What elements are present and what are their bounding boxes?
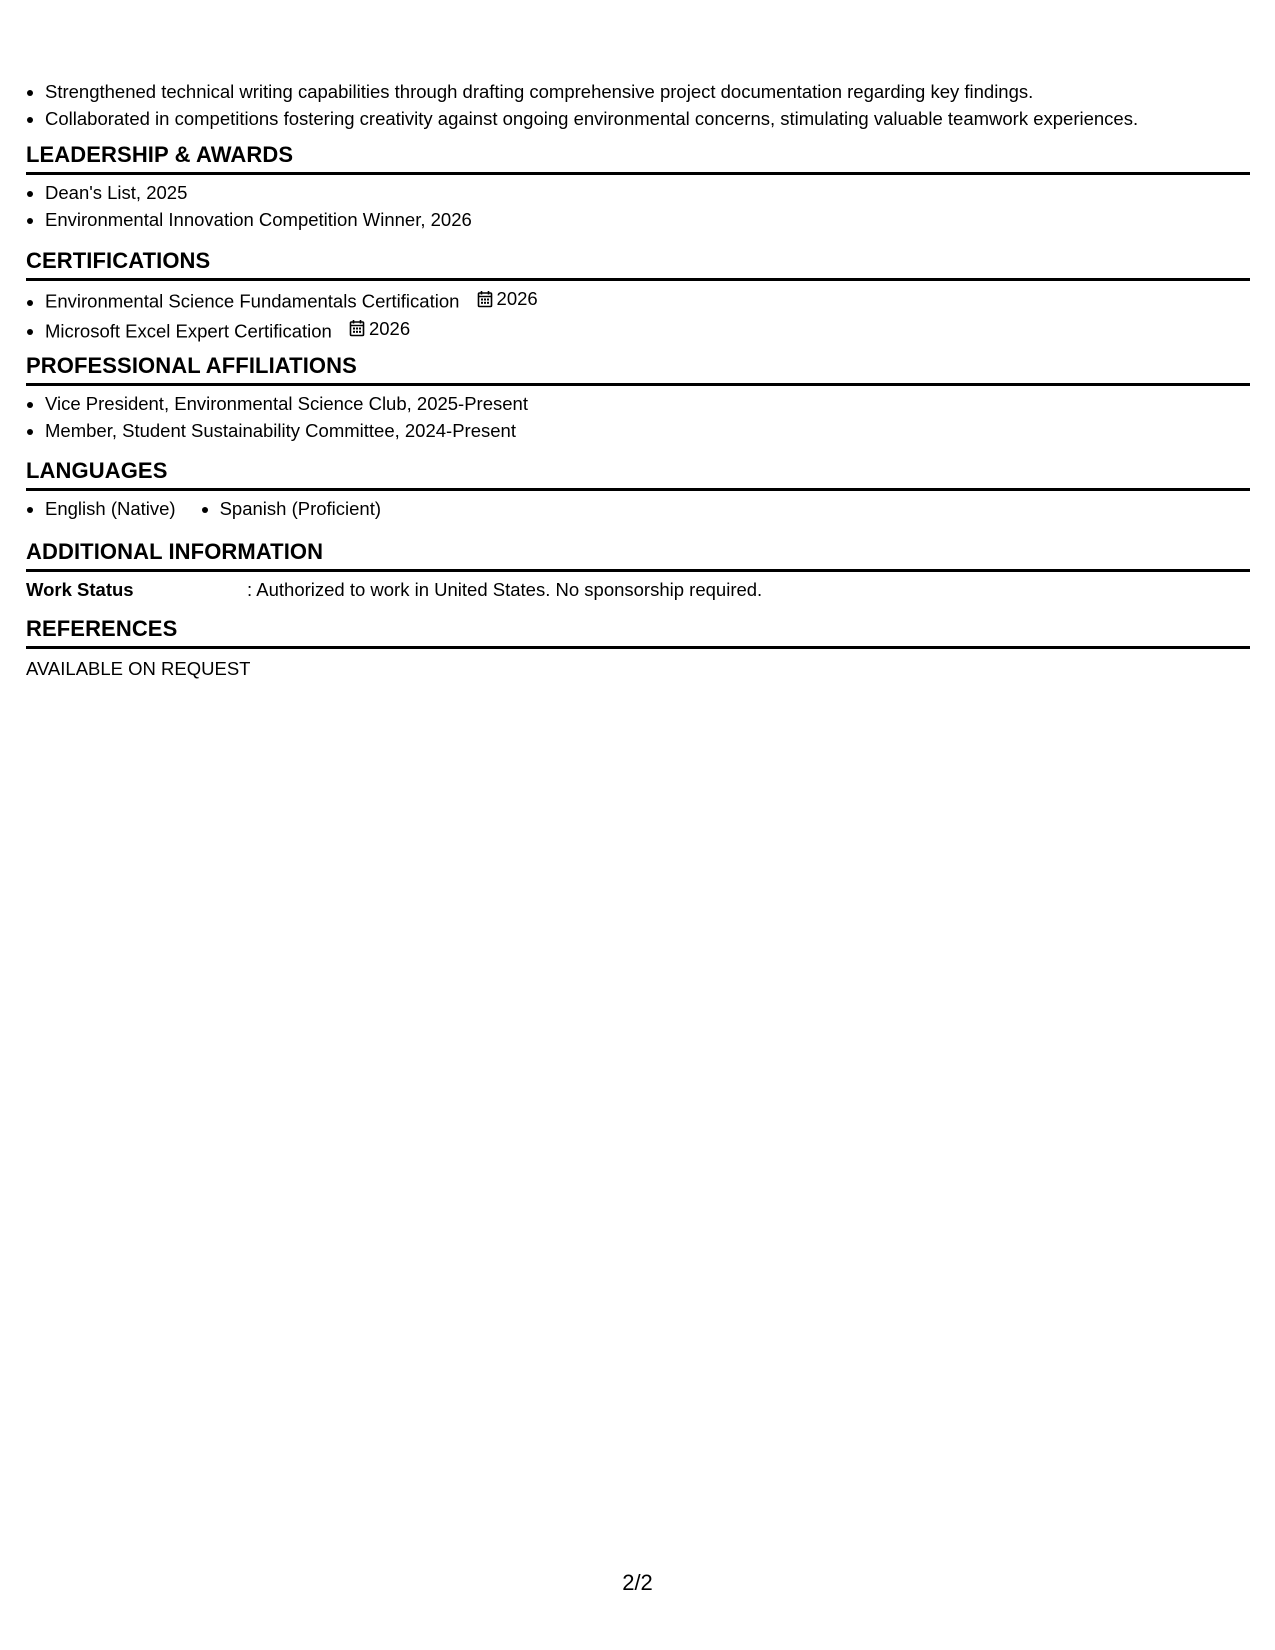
page-number: 2/2 <box>622 1570 653 1595</box>
affiliations-section <box>26 352 1250 444</box>
work-status-value: : Authorized to work in United States. No sponsorship required. <box>247 579 763 600</box>
certification-name: Microsoft Excel Expert Certification <box>45 320 332 341</box>
list-item: • Collaborated in competitions fostering creativity against ongoing environmental concerns, stimulating valuable teamwork experiences. <box>45 105 1250 132</box>
section-title: CERTIFICATIONS <box>26 247 1250 281</box>
list-item: • Spanish (Proficient) <box>220 495 381 522</box>
list-item: • Environmental Innovation Competition Winner, 2026 <box>45 206 1250 233</box>
calendar-icon <box>349 319 365 337</box>
certification-name: Environmental Science Fundamentals Certification <box>45 290 460 312</box>
section-title: LEADERSHIP & AWARDS <box>26 141 1250 175</box>
experience-bullet-list <box>26 78 1250 132</box>
list-item: • Vice President, Environmental Science Club, 2025-Present <box>45 390 1250 417</box>
certification-date <box>349 315 410 342</box>
calendar-icon <box>477 290 493 308</box>
leadership-section <box>26 141 1250 233</box>
references-text: AVAILABLE ON REQUEST <box>26 658 251 679</box>
references-section <box>26 615 1250 682</box>
certification-date <box>477 285 538 312</box>
work-status-label: Work Status <box>26 579 134 600</box>
list-item: • Dean's List, 2025 <box>45 179 1250 206</box>
list-item: • Strengthened technical writing capabilities through drafting comprehensive project documentation regarding key findings. <box>45 78 1250 105</box>
list-item: • English (Native) <box>45 495 176 522</box>
certification-year: 2026 <box>368 317 411 339</box>
section-title: PROFESSIONAL AFFILIATIONS <box>26 352 1250 386</box>
list-item: • Member, Student Sustainability Committee, 2024-Present <box>45 417 1250 444</box>
list-item <box>45 285 1250 315</box>
certifications-section <box>26 247 1250 344</box>
certifications-list <box>26 285 1250 344</box>
work-status-row <box>26 576 1250 603</box>
certification-year: 2026 <box>496 288 538 309</box>
section-title: LANGUAGES <box>26 457 1250 491</box>
languages-list <box>26 495 1250 522</box>
section-title: ADDITIONAL INFORMATION <box>26 538 1250 572</box>
affiliations-list <box>26 390 1250 444</box>
experience-continued <box>26 78 1250 132</box>
additional-info-section <box>26 538 1250 603</box>
leadership-list <box>26 179 1250 233</box>
languages-section <box>26 457 1250 522</box>
list-item <box>45 315 1250 345</box>
section-title: REFERENCES <box>26 615 1250 649</box>
